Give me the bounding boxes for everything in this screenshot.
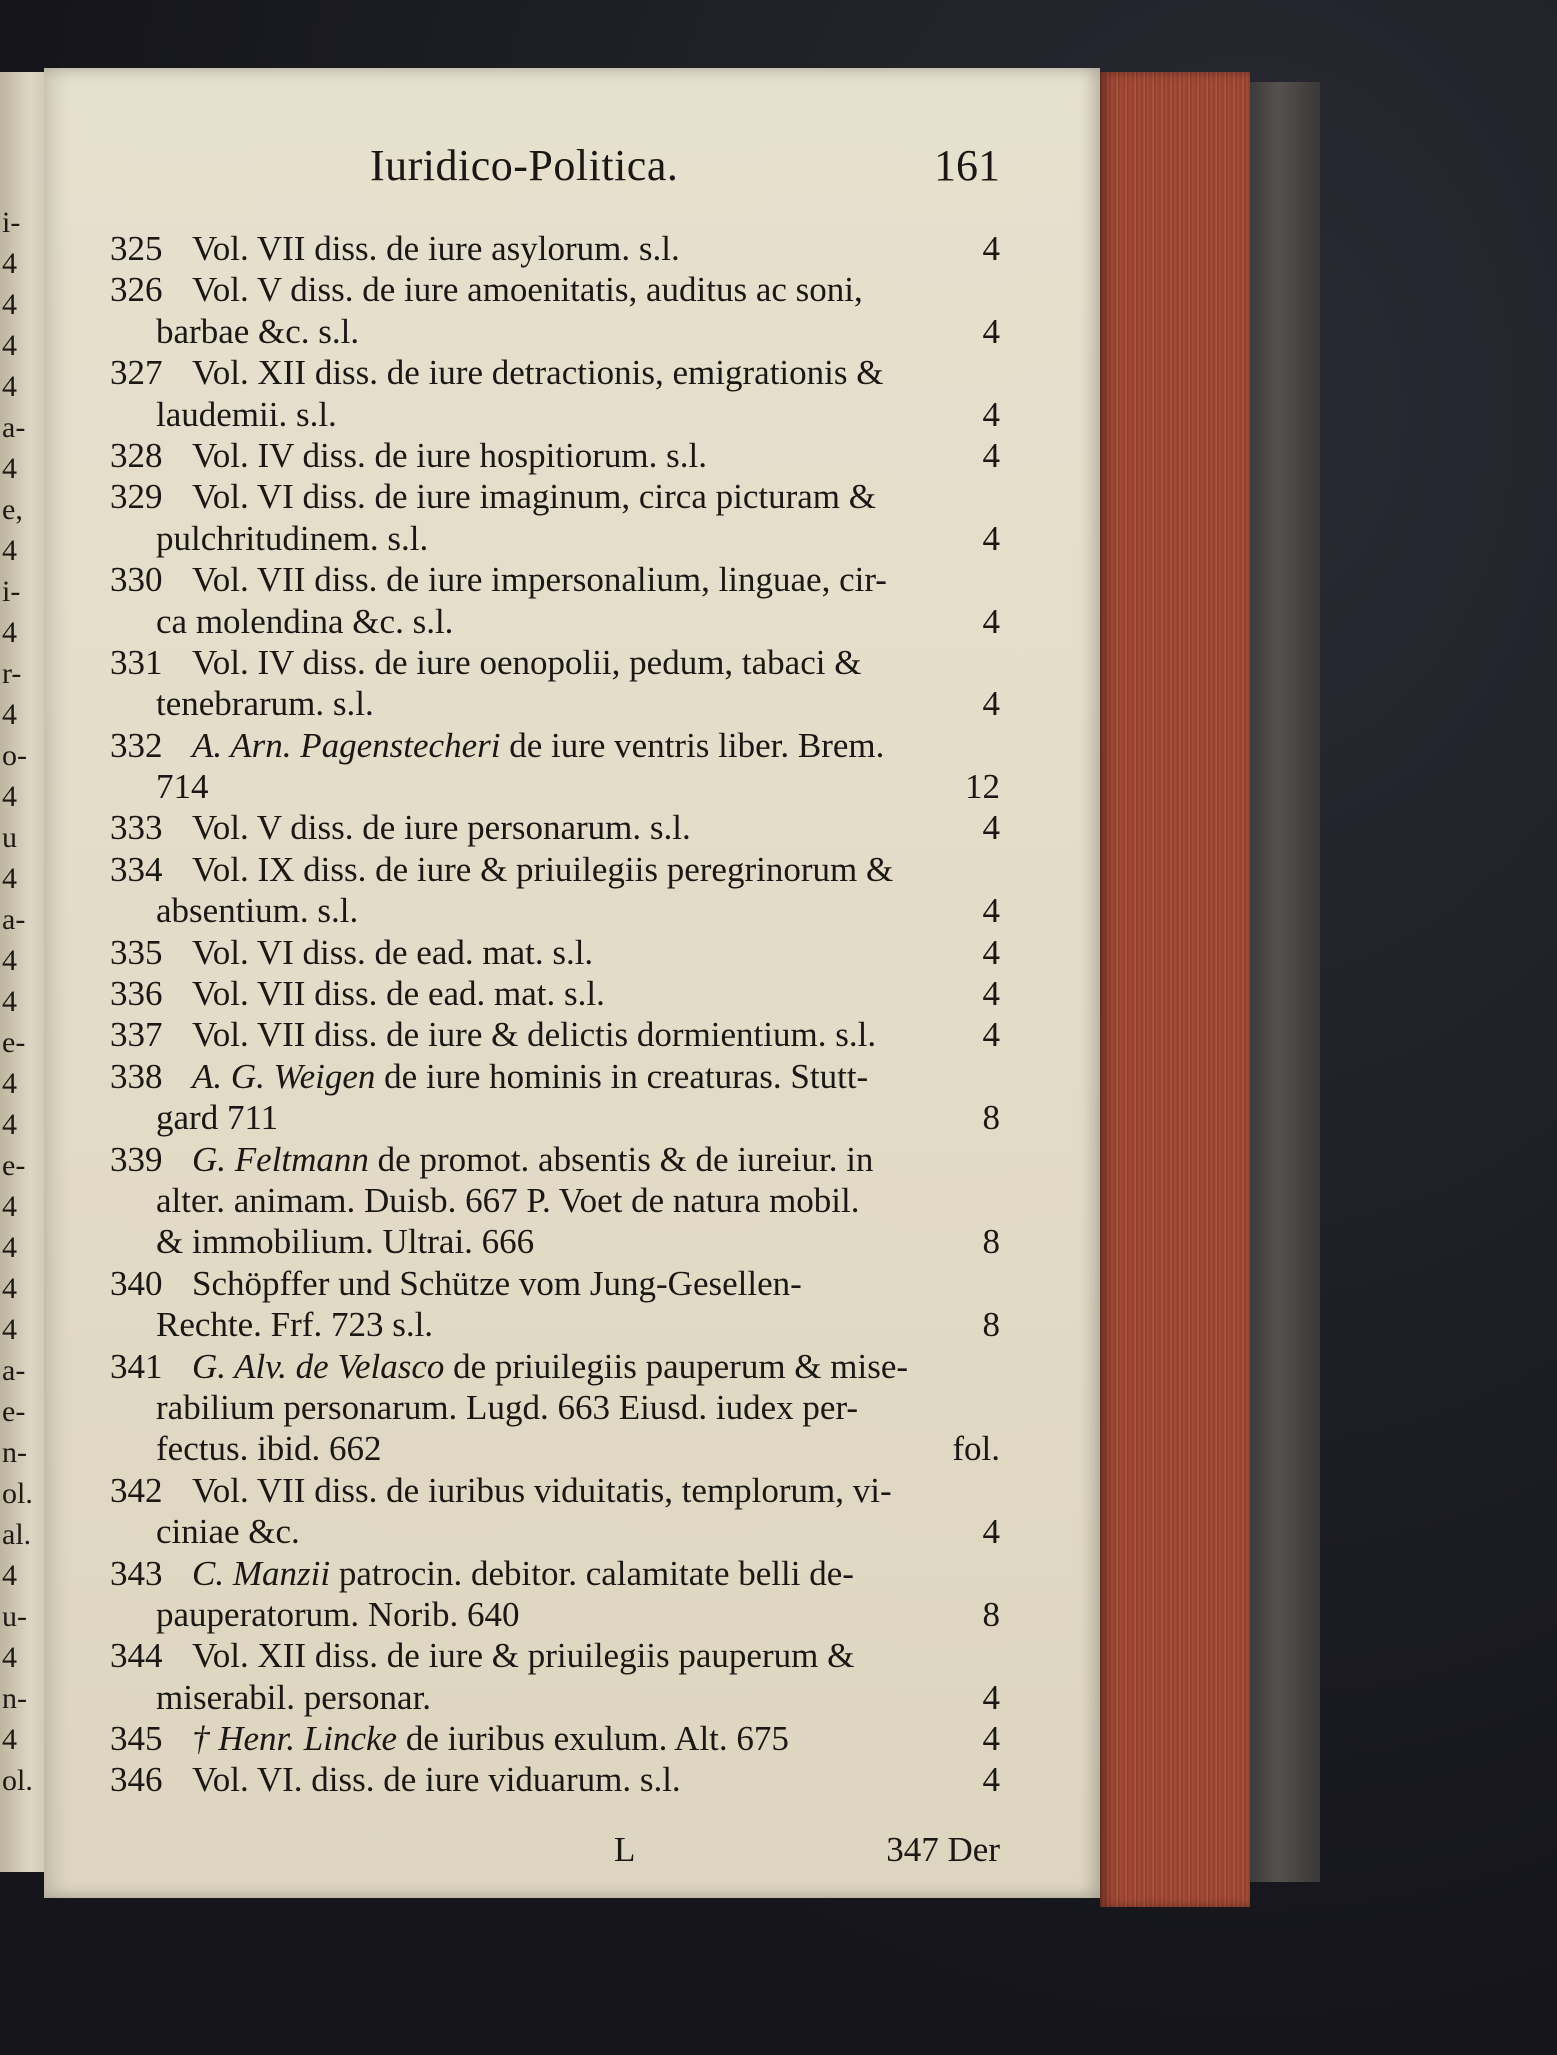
entry-text <box>192 1346 908 1387</box>
entry-continuation-line <box>110 1511 1000 1552</box>
entry-title: de iure hominis in creaturas. Stutt- <box>384 1056 869 1096</box>
entry-title: Vol. VII diss. de iure asylorum. s.l. <box>192 229 680 268</box>
entry-text <box>192 435 707 476</box>
entry-format: 4 <box>982 601 1000 641</box>
entry-continuation-line <box>110 1180 1000 1221</box>
page-number: 161 <box>934 141 1000 190</box>
left-margin-glyph: a- <box>2 903 26 936</box>
left-margin-glyph: i- <box>2 575 21 608</box>
entry-title: Vol. IV diss. de iure oenopolii, pedum, tabaci & <box>192 642 862 682</box>
red-page-edges <box>1100 72 1250 1907</box>
left-margin-glyph: 4 <box>2 329 17 362</box>
entry-number: 338 <box>110 1056 163 1096</box>
catalog-entries <box>110 228 1000 1801</box>
entry-text <box>156 394 337 435</box>
entry-title: de iure ventris liber. Brem. <box>509 725 885 765</box>
entry-text <box>156 766 209 807</box>
entry-title: laudemii. s.l. <box>156 394 337 434</box>
entry-text <box>192 269 863 310</box>
entry-line <box>110 1470 1000 1511</box>
entry-text <box>192 849 893 890</box>
entry-number: 339 <box>110 1139 163 1179</box>
entry-continuation-line <box>110 1387 1000 1428</box>
entry-line <box>110 973 1000 1014</box>
page-header <box>110 140 1000 200</box>
left-margin-glyph: r- <box>2 657 22 690</box>
entry-text <box>156 1594 520 1635</box>
entry-title: Vol. VI diss. de iure imaginum, circa picturam & <box>192 477 876 517</box>
entry-line <box>110 642 1000 683</box>
entry-title: barbae &c. s.l. <box>156 311 360 351</box>
entry-title: gard 711 <box>156 1098 279 1138</box>
left-margin-glyphs <box>2 202 48 1801</box>
left-margin-glyph: 4 <box>2 1559 17 1592</box>
entry-line <box>110 1635 1000 1676</box>
left-margin-glyph: 4 <box>2 1641 17 1674</box>
entry-format: fol. <box>952 1429 1000 1469</box>
entry-text <box>192 932 593 973</box>
entry-line <box>110 849 1000 890</box>
entry-title: absentium. s.l. <box>156 891 359 931</box>
entry-text <box>192 1759 681 1800</box>
left-margin-glyph: e- <box>2 1026 26 1059</box>
left-margin-glyph: 4 <box>2 1272 17 1305</box>
left-margin-glyph: a- <box>2 411 26 444</box>
entry-number: 340 <box>110 1263 163 1303</box>
entry-text <box>192 1014 876 1055</box>
entry-number: 343 <box>110 1553 163 1593</box>
entry-text <box>156 1180 860 1221</box>
entry-text <box>156 1428 382 1469</box>
left-margin-glyph: e, <box>2 493 23 526</box>
entry-number: 341 <box>110 1346 163 1386</box>
entry-line <box>110 1553 1000 1594</box>
entry-line <box>110 559 1000 600</box>
entry-line <box>110 269 1000 310</box>
entry-format: 4 <box>982 1719 1000 1759</box>
entry-line <box>110 1139 1000 1180</box>
entry-text <box>192 725 884 766</box>
entry-number: 346 <box>110 1760 163 1800</box>
entry-text <box>192 1139 873 1180</box>
entry-line <box>110 228 1000 269</box>
entry-format: 4 <box>982 435 1000 475</box>
left-margin-glyph: 4 <box>2 1723 17 1756</box>
entry-number: 325 <box>110 229 163 268</box>
left-margin-glyph: 4 <box>2 1108 17 1141</box>
left-margin-glyph: o- <box>2 739 27 772</box>
entry-title: rabilium personarum. Lugd. 663 Eiusd. iudex per- <box>156 1387 859 1427</box>
entry-text <box>192 476 876 517</box>
left-margin-glyph: n- <box>2 1682 27 1715</box>
entry-number: 328 <box>110 435 163 475</box>
entry-title: de promot. absentis & de iureiur. in <box>377 1139 874 1179</box>
entry-title: Vol. V diss. de iure personarum. s.l. <box>192 808 691 848</box>
left-margin-glyph: 4 <box>2 452 17 485</box>
entry-text <box>156 1511 300 1552</box>
entry-format: 12 <box>965 767 1000 807</box>
left-margin-glyph: 4 <box>2 1313 17 1346</box>
entry-number: 336 <box>110 974 163 1014</box>
entry-title: patrocin. debitor. calamitate belli de- <box>338 1553 854 1593</box>
entry-format: 4 <box>982 311 1000 351</box>
entry-continuation-line <box>110 311 1000 352</box>
left-margin-glyph: 4 <box>2 1231 17 1264</box>
entry-line <box>110 435 1000 476</box>
left-margin-glyph: 4 <box>2 944 17 977</box>
entry-text <box>192 559 887 600</box>
entry-number: 331 <box>110 642 163 682</box>
entry-line <box>110 932 1000 973</box>
entry-format: 4 <box>982 684 1000 724</box>
entry-continuation-line <box>110 1677 1000 1718</box>
entry-format: 4 <box>982 518 1000 558</box>
entry-title: Vol. XII diss. de iure & priuilegiis pauperum & <box>192 1636 855 1676</box>
entry-format: 4 <box>982 974 1000 1014</box>
entry-title: ca molendina &c. s.l. <box>156 601 454 641</box>
entry-title: Vol. VI diss. de ead. mat. s.l. <box>192 932 594 972</box>
entry-number: 329 <box>110 477 163 517</box>
entry-continuation-line <box>110 394 1000 435</box>
page-text <box>110 140 1000 1870</box>
entry-line <box>110 1718 1000 1759</box>
left-margin-glyph: 4 <box>2 698 17 731</box>
entry-title: Vol. VI. diss. de iure viduarum. s.l. <box>192 1760 681 1800</box>
entry-continuation-line <box>110 766 1000 807</box>
entry-format: 8 <box>982 1222 1000 1262</box>
entry-line <box>110 725 1000 766</box>
left-margin-glyph: 4 <box>2 985 17 1018</box>
entry-line <box>110 1263 1000 1304</box>
entry-text <box>156 1221 534 1262</box>
entry-continuation-line <box>110 1594 1000 1635</box>
entry-text <box>156 601 453 642</box>
entry-line <box>110 1014 1000 1055</box>
entry-text <box>156 890 358 931</box>
entry-format: 4 <box>982 1760 1000 1800</box>
entry-number: 330 <box>110 560 163 600</box>
entry-number: 327 <box>110 353 163 393</box>
entry-format: 4 <box>982 932 1000 972</box>
entry-number: 326 <box>110 270 163 310</box>
left-margin-glyph: e- <box>2 1395 26 1428</box>
entry-text <box>192 228 680 269</box>
entry-line <box>110 807 1000 848</box>
entry-format: 8 <box>982 1098 1000 1138</box>
entry-title: Vol. V diss. de iure amoenitatis, auditus ac soni, <box>192 270 863 310</box>
entry-title: tenebrarum. s.l. <box>156 684 374 724</box>
entry-number: 337 <box>110 1015 163 1055</box>
entry-text <box>156 1387 858 1428</box>
left-margin-glyph: e- <box>2 1149 26 1182</box>
entry-author: A. Arn. Pagenstecheri <box>192 725 501 765</box>
entry-author: A. G. Weigen <box>192 1056 376 1096</box>
entry-number: 333 <box>110 808 163 848</box>
entry-author: G. Alv. de Velasco <box>192 1346 445 1386</box>
entry-continuation-line <box>110 1304 1000 1345</box>
entry-text <box>192 973 605 1014</box>
left-margin-glyph: 4 <box>2 247 17 280</box>
entry-number: 342 <box>110 1470 163 1510</box>
entry-text <box>192 1718 789 1759</box>
left-margin-glyph: a- <box>2 1354 26 1387</box>
left-page-edge <box>0 72 50 1872</box>
entry-title: miserabil. personar. <box>156 1677 432 1717</box>
entry-title: fectus. ibid. 662 <box>156 1429 382 1469</box>
entry-format: 8 <box>982 1594 1000 1634</box>
entry-title: 714 <box>156 767 209 807</box>
entry-author: C. Manzii <box>192 1553 331 1593</box>
left-margin-glyph: 4 <box>2 862 17 895</box>
entry-continuation-line <box>110 1221 1000 1262</box>
entry-text <box>156 1677 431 1718</box>
entry-text <box>192 1056 868 1097</box>
entry-number: 332 <box>110 725 163 765</box>
entry-title: Vol. VII diss. de iure impersonalium, linguae, cir- <box>192 560 887 600</box>
entry-format: 4 <box>982 808 1000 848</box>
entry-title: Vol. IX diss. de iure & priuilegiis peregrinorum & <box>192 849 894 889</box>
left-margin-glyph: i- <box>2 206 21 239</box>
left-margin-glyph: 4 <box>2 288 17 321</box>
left-margin-glyph: 4 <box>2 1190 17 1223</box>
entry-author: † Henr. Lincke <box>192 1719 398 1759</box>
left-margin-glyph: 4 <box>2 370 17 403</box>
entry-format: 4 <box>982 229 1000 268</box>
signature-mark: L <box>614 1830 636 1869</box>
entry-format: 4 <box>982 1512 1000 1552</box>
left-margin-glyph: u- <box>2 1600 27 1633</box>
left-margin-glyph: u <box>2 821 17 854</box>
left-margin-glyph: n- <box>2 1436 27 1469</box>
entry-continuation-line <box>110 683 1000 724</box>
entry-continuation-line <box>110 518 1000 559</box>
entry-number: 344 <box>110 1636 163 1676</box>
entry-continuation-line <box>110 890 1000 931</box>
left-margin-glyph: ol. <box>2 1764 33 1797</box>
entry-title: alter. animam. Duisb. 667 P. Voet de natura mobil. <box>156 1180 860 1220</box>
entry-text <box>156 683 374 724</box>
entry-line <box>110 1056 1000 1097</box>
entry-title: Vol. VII diss. de iure & delictis dormientium. s.l. <box>192 1015 877 1055</box>
page-footer <box>110 1830 1000 1880</box>
entry-text <box>156 1304 433 1345</box>
left-margin-glyph: 4 <box>2 780 17 813</box>
entry-title: de priuilegiis pauperum & mise- <box>453 1346 909 1386</box>
entry-text <box>192 352 883 393</box>
left-margin-glyph: 4 <box>2 616 17 649</box>
catchword: 347 Der <box>886 1830 1000 1869</box>
entry-text <box>192 807 691 848</box>
entry-continuation-line <box>110 1097 1000 1138</box>
entry-line <box>110 476 1000 517</box>
entry-title: de iuribus exulum. Alt. 675 <box>405 1719 789 1759</box>
entry-title: & immobilium. Ultrai. 666 <box>156 1222 535 1262</box>
running-title: Iuridico-Politica. <box>370 141 679 190</box>
entry-text <box>156 311 359 352</box>
entry-text <box>156 1097 278 1138</box>
entry-continuation-line <box>110 601 1000 642</box>
entry-format: 4 <box>982 394 1000 434</box>
entry-text <box>156 518 428 559</box>
entry-title: pauperatorum. Norib. 640 <box>156 1594 520 1634</box>
entry-number: 345 <box>110 1719 163 1759</box>
entry-format: 8 <box>982 1305 1000 1345</box>
entry-number: 335 <box>110 932 163 972</box>
left-margin-glyph: 4 <box>2 1067 17 1100</box>
entry-line <box>110 1759 1000 1800</box>
entry-text <box>192 1263 802 1304</box>
left-margin-glyph: al. <box>2 1518 32 1551</box>
entry-title: ciniae &c. <box>156 1512 300 1552</box>
entry-text <box>192 1635 854 1676</box>
entry-continuation-line <box>110 1428 1000 1469</box>
entry-format: 4 <box>982 891 1000 931</box>
left-margin-glyph: 4 <box>2 534 17 567</box>
entry-title: Vol. XII diss. de iure detractionis, emigrationis & <box>192 353 884 393</box>
entry-line <box>110 352 1000 393</box>
entry-title: pulchritudinem. s.l. <box>156 518 429 558</box>
entry-title: Vol. VII diss. de iuribus viduitatis, templorum, vi- <box>192 1470 892 1510</box>
entry-text <box>192 642 861 683</box>
entry-title: Rechte. Frf. 723 s.l. <box>156 1305 434 1345</box>
book-cover <box>1250 82 1320 1882</box>
entry-title: Vol. IV diss. de iure hospitiorum. s.l. <box>192 435 707 475</box>
left-margin-glyph: ol. <box>2 1477 33 1510</box>
entry-title: Vol. VII diss. de ead. mat. s.l. <box>192 974 605 1014</box>
entry-text <box>192 1553 854 1594</box>
entry-text <box>192 1470 892 1511</box>
entry-line <box>110 1346 1000 1387</box>
entry-format: 4 <box>982 1015 1000 1055</box>
entry-title: Schöpffer und Schütze vom Jung-Gesellen- <box>192 1263 802 1303</box>
entry-format: 4 <box>982 1677 1000 1717</box>
entry-number: 334 <box>110 849 163 889</box>
entry-author: G. Feltmann <box>192 1139 369 1179</box>
